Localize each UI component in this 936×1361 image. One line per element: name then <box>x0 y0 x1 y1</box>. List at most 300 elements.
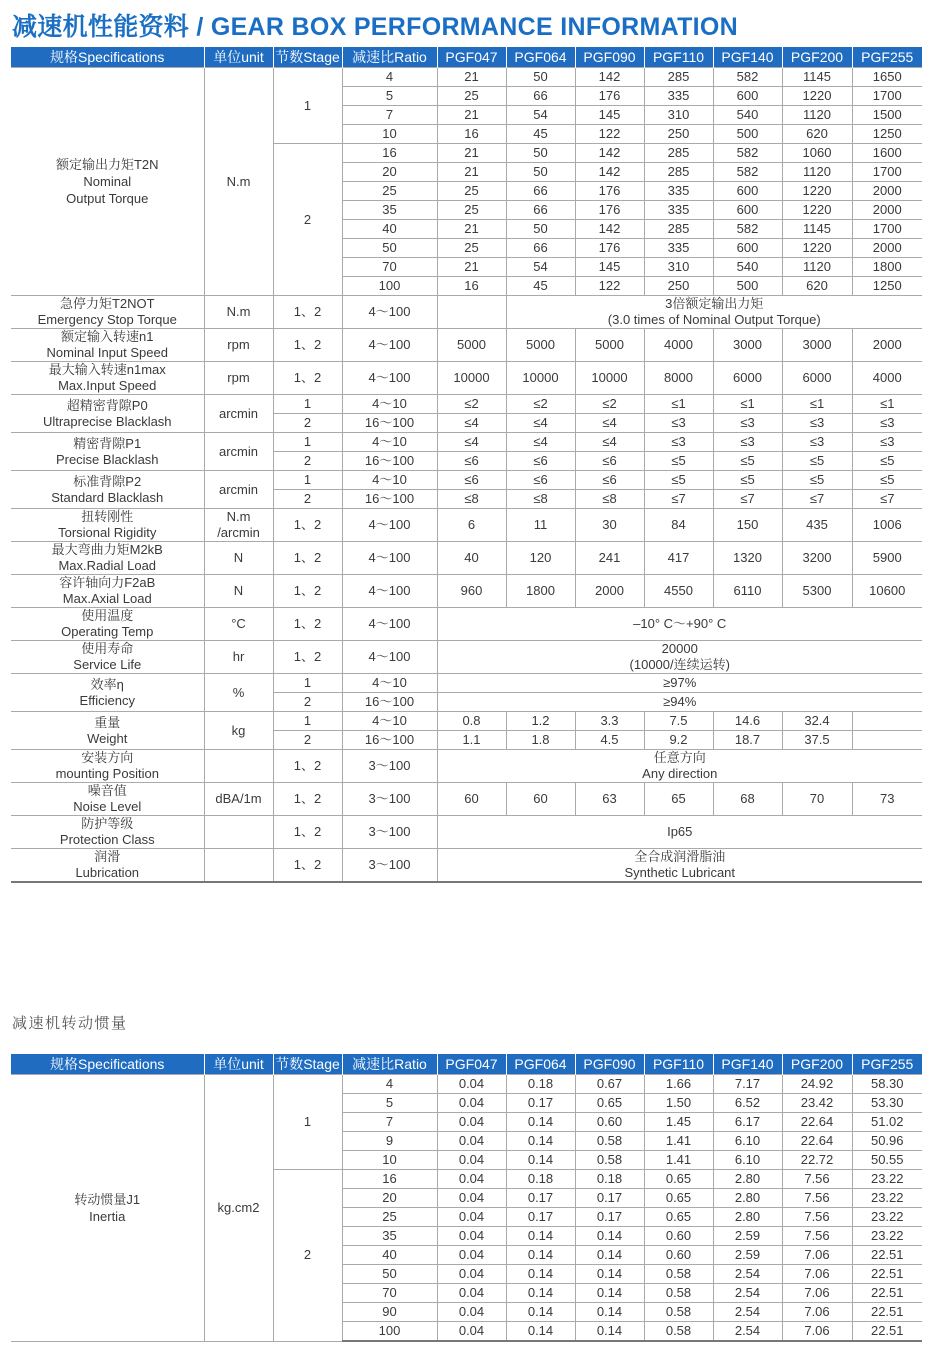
table-cell: 0.04 <box>437 1075 506 1094</box>
cell-line: 使用温度 <box>81 608 134 623</box>
table-cell: 6000 <box>782 362 852 395</box>
table-cell <box>852 731 922 750</box>
table-cell: 30 <box>575 509 644 542</box>
table-cell: 150 <box>713 509 782 542</box>
table-cell: 10 <box>342 1151 437 1170</box>
table-cell: 50 <box>506 68 575 87</box>
table-cell: 2 <box>273 693 342 712</box>
column-header: PGF064 <box>506 47 575 68</box>
table-cell: 120 <box>506 542 575 575</box>
page-title: 减速机性能资料 / GEAR BOX PERFORMANCE INFORMATION <box>12 13 739 41</box>
table-cell: 100 <box>342 277 437 296</box>
table-cell: ≤1 <box>713 395 782 414</box>
table-cell: 10000 <box>437 362 506 395</box>
header-row <box>11 47 922 68</box>
cell-line: 精密背隙P1 <box>73 435 142 451</box>
table-cell: 2.59 <box>713 1227 782 1246</box>
table-row <box>11 750 922 783</box>
cell-line: Efficiency <box>79 692 135 708</box>
table-cell: 1600 <box>852 144 922 163</box>
column-header: PGF255 <box>852 1054 922 1075</box>
table-row <box>11 509 922 542</box>
table-cell: 63 <box>575 783 644 816</box>
table-cell: 68 <box>713 783 782 816</box>
table-cell: 0.14 <box>506 1151 575 1170</box>
table-cell: 1120 <box>782 106 852 125</box>
spec-label <box>11 395 204 433</box>
table-row <box>11 68 922 87</box>
table-cell: ≤6 <box>437 471 506 490</box>
table-cell: 0.14 <box>506 1246 575 1265</box>
table-cell: 6.10 <box>713 1151 782 1170</box>
table-row <box>11 329 922 362</box>
ratio-cell: 4～100 <box>342 641 437 674</box>
table-cell: 1.41 <box>644 1151 713 1170</box>
table-cell: ≤6 <box>506 452 575 471</box>
table-cell: 0.58 <box>644 1322 713 1342</box>
table-row <box>11 641 922 674</box>
table-cell: 1220 <box>782 239 852 258</box>
table-cell: 0.04 <box>437 1208 506 1227</box>
table-cell: 6.52 <box>713 1094 782 1113</box>
table-cell: 2.54 <box>713 1303 782 1322</box>
unit-cell: % <box>204 674 273 712</box>
table-cell: 600 <box>713 87 782 106</box>
unit-cell: arcmin <box>204 433 273 471</box>
table-cell: 0.17 <box>506 1189 575 1208</box>
spec-label <box>11 674 204 712</box>
column-header: PGF047 <box>437 47 506 68</box>
table-cell: ≤6 <box>575 452 644 471</box>
table-cell: 0.60 <box>644 1246 713 1265</box>
column-header: 节数Stage <box>273 1054 342 1075</box>
merged-value <box>437 750 922 783</box>
table-cell: 54 <box>506 258 575 277</box>
table-cell: 0.04 <box>437 1189 506 1208</box>
table-cell: 1700 <box>852 220 922 239</box>
table-cell: 285 <box>644 68 713 87</box>
table-cell: 500 <box>713 125 782 144</box>
ratio-cell: 4～100 <box>342 296 437 329</box>
table-cell: 2000 <box>852 182 922 201</box>
merged-value: ≥94% <box>437 693 922 712</box>
table-cell: 18.7 <box>713 731 782 750</box>
spec-label <box>11 509 204 542</box>
table-cell: 122 <box>575 125 644 144</box>
table-cell: 2 <box>273 452 342 471</box>
table-cell: ≤6 <box>506 471 575 490</box>
table-cell: 1120 <box>782 258 852 277</box>
unit-cell: rpm <box>204 362 273 395</box>
unit-cell: arcmin <box>204 395 273 433</box>
table-cell: 600 <box>713 182 782 201</box>
table-row <box>11 395 922 414</box>
unit-cell: hr <box>204 641 273 674</box>
unit-cell: rpm <box>204 329 273 362</box>
table-cell: ≤5 <box>782 471 852 490</box>
table-cell: 0.17 <box>575 1208 644 1227</box>
spec-label <box>11 849 204 883</box>
table-cell: 620 <box>782 277 852 296</box>
cell-line: Emergency Stop Torque <box>37 312 177 327</box>
stage-cell: 1 <box>273 1075 342 1170</box>
table-cell: 0.65 <box>644 1189 713 1208</box>
cell-line: 扭转刚性 <box>81 509 134 524</box>
table-cell: 142 <box>575 163 644 182</box>
stage-cell: 1、2 <box>273 329 342 362</box>
table-cell: 22.64 <box>782 1132 852 1151</box>
table-cell: 122 <box>575 277 644 296</box>
table-cell: 66 <box>506 201 575 220</box>
table-cell: 2000 <box>575 575 644 608</box>
table-cell: 0.60 <box>575 1113 644 1132</box>
table-cell: ≤6 <box>575 471 644 490</box>
column-header: PGF090 <box>575 1054 644 1075</box>
table-cell: 7.06 <box>782 1322 852 1342</box>
table-cell: 3200 <box>782 542 852 575</box>
table-cell: 0.18 <box>575 1170 644 1189</box>
table-cell: 1250 <box>852 125 922 144</box>
table-cell: ≤4 <box>437 414 506 433</box>
cell-line: Precise Blacklash <box>55 451 159 467</box>
table-cell: 0.14 <box>506 1284 575 1303</box>
spec-label <box>11 750 204 783</box>
table-cell: ≤8 <box>575 490 644 509</box>
table-cell: 0.14 <box>575 1265 644 1284</box>
table-cell: 1650 <box>852 68 922 87</box>
table-cell: 70 <box>782 783 852 816</box>
table-cell: 65 <box>644 783 713 816</box>
table-cell: 0.14 <box>575 1227 644 1246</box>
column-header: PGF140 <box>713 47 782 68</box>
table-cell: 2.54 <box>713 1322 782 1342</box>
ratio-cell: 4～100 <box>342 575 437 608</box>
ratio-cell: 4～100 <box>342 509 437 542</box>
table-cell: ≤8 <box>506 490 575 509</box>
table-cell: 335 <box>644 239 713 258</box>
table-cell: ≤4 <box>575 433 644 452</box>
table-cell: 4～10 <box>342 712 437 731</box>
table-cell: 16 <box>342 1170 437 1189</box>
cell-line: Ultraprecise Blacklash <box>42 413 172 429</box>
table-cell: 14.6 <box>713 712 782 731</box>
table-cell: 50 <box>342 239 437 258</box>
table-cell: 540 <box>713 258 782 277</box>
table-cell: 0.65 <box>575 1094 644 1113</box>
table-cell: 3000 <box>713 329 782 362</box>
unit-cell: dBA/1m <box>204 783 273 816</box>
table-cell: 24.92 <box>782 1075 852 1094</box>
unit-cell: arcmin <box>204 471 273 509</box>
table-cell: 25 <box>437 182 506 201</box>
table-cell: 70 <box>342 258 437 277</box>
spec-label <box>11 816 204 849</box>
column-header: 规格Specifications <box>11 1054 204 1075</box>
table-cell: 21 <box>437 258 506 277</box>
table-cell: 1.8 <box>506 731 575 750</box>
table-cell: 4～10 <box>342 674 437 693</box>
table-cell: 2.59 <box>713 1246 782 1265</box>
column-header: PGF064 <box>506 1054 575 1075</box>
spec-label <box>11 641 204 674</box>
cell-line: Synthetic Lubricant <box>624 865 736 880</box>
table-cell: 0.17 <box>506 1094 575 1113</box>
table-cell: 7.06 <box>782 1284 852 1303</box>
cell-line: mounting Position <box>55 766 159 781</box>
unit-cell: N <box>204 542 273 575</box>
table-cell: 6.17 <box>713 1113 782 1132</box>
table-cell: 582 <box>713 220 782 239</box>
table-cell: 0.04 <box>437 1322 506 1342</box>
table-cell: 0.14 <box>575 1322 644 1342</box>
table-row <box>11 542 922 575</box>
stage-cell: 1、2 <box>273 542 342 575</box>
cell-line: 全合成润滑脂油 <box>634 849 726 864</box>
unit-cell: °C <box>204 608 273 641</box>
table-row <box>11 296 922 329</box>
unit-cell: N.m <box>204 68 273 296</box>
table-cell: 1220 <box>782 87 852 106</box>
table-cell: 2000 <box>852 239 922 258</box>
cell-line: (3.0 times of Nominal Output Torque) <box>607 312 821 327</box>
column-header: PGF255 <box>852 47 922 68</box>
table-cell: 1120 <box>782 163 852 182</box>
merged-value: –10° C～+90° C <box>437 608 922 641</box>
table-cell: 0.58 <box>644 1284 713 1303</box>
cell-line: 额定输入转速n1 <box>61 329 154 344</box>
table-cell: 11 <box>506 509 575 542</box>
table-cell: 23.22 <box>852 1208 922 1227</box>
cell-line: Max.Radial Load <box>58 558 157 573</box>
table-cell: 22.51 <box>852 1284 922 1303</box>
cell-line: 3倍额定输出力矩 <box>665 296 764 311</box>
table-cell: ≤3 <box>852 433 922 452</box>
table-cell: ≤4 <box>437 433 506 452</box>
table-cell: 0.04 <box>437 1113 506 1132</box>
table-cell: 0.65 <box>644 1170 713 1189</box>
cell-line: N.m <box>226 509 251 524</box>
table-cell <box>852 712 922 731</box>
cell-line: 任意方向 <box>653 750 706 765</box>
column-header: PGF110 <box>644 1054 713 1075</box>
table-cell: 50 <box>342 1265 437 1284</box>
cell-line: 噪音值 <box>87 783 127 798</box>
table-row <box>11 362 922 395</box>
inertia-section-title: 减速机转动惯量 <box>12 1015 128 1032</box>
table-cell: 16～100 <box>342 693 437 712</box>
table-cell: 21 <box>437 68 506 87</box>
table-row <box>11 674 922 693</box>
table-cell: 73 <box>852 783 922 816</box>
table-cell: 1.66 <box>644 1075 713 1094</box>
table-cell: 2.54 <box>713 1265 782 1284</box>
table-cell: 7.56 <box>782 1189 852 1208</box>
stage-cell: 1、2 <box>273 849 342 883</box>
table-cell: 100 <box>342 1322 437 1342</box>
table-cell: 4 <box>342 1075 437 1094</box>
table-cell: 22.51 <box>852 1265 922 1284</box>
column-header: 减速比Ratio <box>342 1054 437 1075</box>
table-cell: ≤2 <box>437 395 506 414</box>
table-cell: 66 <box>506 87 575 106</box>
table-cell: 66 <box>506 239 575 258</box>
table-cell: 960 <box>437 575 506 608</box>
table-cell: 176 <box>575 201 644 220</box>
table-cell: 16～100 <box>342 452 437 471</box>
table-cell: 50 <box>506 163 575 182</box>
table-row <box>11 849 922 883</box>
table-row <box>11 471 922 490</box>
table-cell: 7.06 <box>782 1303 852 1322</box>
table-cell: 0.8 <box>437 712 506 731</box>
table-cell: 1.45 <box>644 1113 713 1132</box>
table-cell: 2.80 <box>713 1170 782 1189</box>
spec-label <box>11 362 204 395</box>
table-cell: 20 <box>342 1189 437 1208</box>
table-cell: 2000 <box>852 201 922 220</box>
table-cell: 1800 <box>506 575 575 608</box>
table-cell: 176 <box>575 87 644 106</box>
table-cell: 35 <box>342 1227 437 1246</box>
table-cell: 1.2 <box>506 712 575 731</box>
table-cell: 5000 <box>575 329 644 362</box>
stage-cell: 1 <box>273 68 342 144</box>
table-cell: 84 <box>644 509 713 542</box>
unit-cell: N <box>204 575 273 608</box>
table-cell: 70 <box>342 1284 437 1303</box>
cell-line: Lubrication <box>75 865 140 880</box>
table-cell: 2 <box>273 414 342 433</box>
table-cell: 2.54 <box>713 1284 782 1303</box>
cell-line: 润滑 <box>94 849 121 864</box>
spec-label <box>11 712 204 750</box>
spec-label <box>11 471 204 509</box>
spec-label <box>11 433 204 471</box>
spec-label <box>11 68 204 296</box>
table-cell: ≤1 <box>782 395 852 414</box>
table-cell: 285 <box>644 220 713 239</box>
table-cell: 0.04 <box>437 1303 506 1322</box>
spec-label <box>11 608 204 641</box>
stage-cell: 1、2 <box>273 362 342 395</box>
stage-cell: 1、2 <box>273 750 342 783</box>
table-cell: 10000 <box>506 362 575 395</box>
table-cell: ≤2 <box>506 395 575 414</box>
table-cell: 1006 <box>852 509 922 542</box>
table-cell: 4000 <box>644 329 713 362</box>
table-cell: ≤2 <box>575 395 644 414</box>
table-cell: 1 <box>273 395 342 414</box>
table-cell: 3.3 <box>575 712 644 731</box>
stage-cell: 2 <box>273 1170 342 1342</box>
table-cell: 241 <box>575 542 644 575</box>
table-cell: 1500 <box>852 106 922 125</box>
column-header: 规格Specifications <box>11 47 204 68</box>
stage-cell: 1、2 <box>273 296 342 329</box>
table-cell: 4 <box>342 68 437 87</box>
table-cell: 540 <box>713 106 782 125</box>
table-cell: 142 <box>575 68 644 87</box>
table-cell: 5300 <box>782 575 852 608</box>
table-cell: 22.72 <box>782 1151 852 1170</box>
table-cell: 0.14 <box>506 1303 575 1322</box>
cell-line: 超精密背隙P0 <box>66 397 148 413</box>
table-cell: 25 <box>342 182 437 201</box>
table-cell: 1700 <box>852 87 922 106</box>
table-cell: 4550 <box>644 575 713 608</box>
spec-label <box>11 542 204 575</box>
table-cell: 20 <box>342 163 437 182</box>
table-cell: 250 <box>644 277 713 296</box>
ratio-cell: 3～100 <box>342 783 437 816</box>
table-cell: 142 <box>575 144 644 163</box>
unit-cell: N.m <box>204 296 273 329</box>
unit-cell <box>204 509 273 542</box>
table-cell: 335 <box>644 182 713 201</box>
table-row <box>11 575 922 608</box>
table-cell: 0.58 <box>575 1151 644 1170</box>
table-cell: 35 <box>342 201 437 220</box>
table-cell: 1.50 <box>644 1094 713 1113</box>
table-cell: 6.10 <box>713 1132 782 1151</box>
ratio-cell: 4～100 <box>342 542 437 575</box>
table-cell: 145 <box>575 258 644 277</box>
table-cell: ≤7 <box>852 490 922 509</box>
table-cell: ≤1 <box>852 395 922 414</box>
table-cell: ≤4 <box>575 414 644 433</box>
merged-value: ≥97% <box>437 674 922 693</box>
table-cell: ≤3 <box>852 414 922 433</box>
table-cell: 5 <box>342 87 437 106</box>
table-cell: 9 <box>342 1132 437 1151</box>
table-cell: 435 <box>782 509 852 542</box>
table-cell: 90 <box>342 1303 437 1322</box>
table-cell: 582 <box>713 144 782 163</box>
table-cell: 23.42 <box>782 1094 852 1113</box>
cell-line: Service Life <box>73 657 142 672</box>
table-row <box>11 783 922 816</box>
table-cell: 1 <box>273 712 342 731</box>
table-cell: 1800 <box>852 258 922 277</box>
cell-line: 安装方向 <box>81 750 134 765</box>
cell-line: /arcmin <box>217 525 260 540</box>
table-cell: 6110 <box>713 575 782 608</box>
table-cell: 285 <box>644 144 713 163</box>
table-cell: 5000 <box>506 329 575 362</box>
table-cell: 16 <box>437 125 506 144</box>
table-cell: 176 <box>575 239 644 258</box>
spec-label <box>11 783 204 816</box>
stage-cell: 1、2 <box>273 816 342 849</box>
table-cell: 1320 <box>713 542 782 575</box>
table-cell: 0.04 <box>437 1284 506 1303</box>
cell-line: 效率η <box>90 676 124 692</box>
table-cell: 25 <box>342 1208 437 1227</box>
table-cell: 45 <box>506 277 575 296</box>
table-cell: 4～10 <box>342 433 437 452</box>
table-cell: ≤5 <box>713 452 782 471</box>
column-header: PGF140 <box>713 1054 782 1075</box>
table-cell: 417 <box>644 542 713 575</box>
table-cell: 7.06 <box>782 1246 852 1265</box>
column-header: 单位unit <box>204 1054 273 1075</box>
spec-label <box>11 296 204 329</box>
table-cell: 0.14 <box>575 1303 644 1322</box>
table-cell: 250 <box>644 125 713 144</box>
table-cell: 0.18 <box>506 1075 575 1094</box>
cell-line: 防护等级 <box>81 816 134 831</box>
table-cell: 16～100 <box>342 414 437 433</box>
